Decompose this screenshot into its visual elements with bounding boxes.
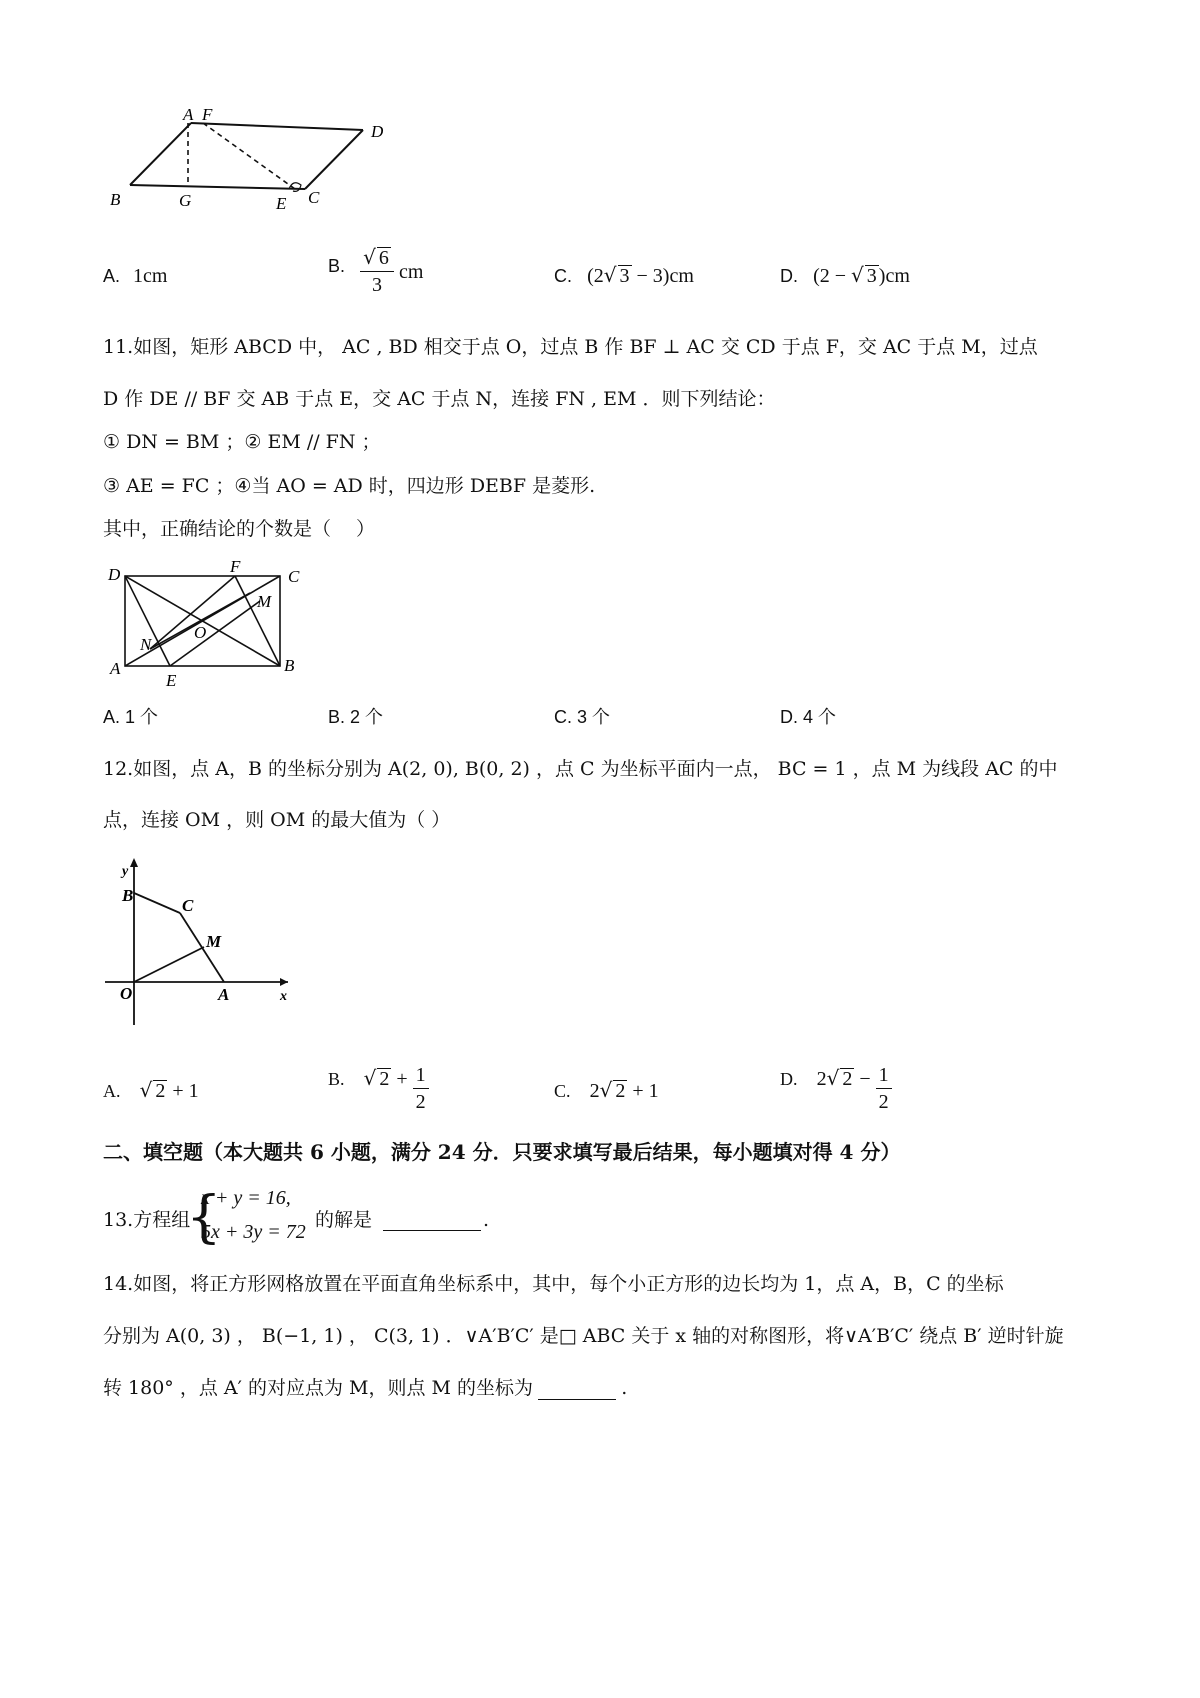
q11-line-4: ③ AE = FC ；④当 AO = AD 时，四边形 DEBF 是菱形. [103, 475, 596, 497]
q10-option-c: C. (2√ 3 − 3)cm [554, 263, 694, 287]
q12-line-2: 点，连接 OM ，则 OM 的最大值为（ ） [103, 809, 451, 831]
q13-suffix: 的解是 [315, 1209, 373, 1231]
q12-option-b: B. √ 2 + $\frac{1}{2}$ [328, 1062, 429, 1115]
q11-label-F: F [230, 560, 241, 576]
q14-line-2: 分别为 A(0, 3) ， B(−1, 1) ， C(3, 1) ．∨A′B′C′ 是□ ABC 关于 x 轴的对称图形，将∨A′B′C′ 绕点 B′ 逆时针旋 [103, 1325, 1064, 1347]
q12-axis-x-label: x [280, 989, 287, 1004]
q12-option-a: A. √ 2 + 1 [103, 1078, 199, 1102]
q11-label-M: M [257, 592, 272, 611]
q12-axis-y-label: y [122, 864, 129, 879]
q11-option-c: C. 3 个 [554, 707, 611, 727]
q10-label-E: E [276, 194, 287, 213]
q11-label-D: D [108, 565, 121, 584]
q13-equation-1: x + y = 16, [201, 1187, 291, 1209]
q13-equation-2: 5x + 3y = 72 [201, 1221, 306, 1243]
q10-label-D: D [371, 122, 384, 141]
q10-option-a: A. 1cm [103, 265, 168, 287]
q10-figure-parallelogram [105, 105, 425, 230]
q10-label-A: A [183, 105, 194, 124]
q12-label-M: M [206, 932, 222, 951]
q12-label-B: B [122, 886, 134, 905]
q14-answer-blank[interactable] [538, 1379, 616, 1400]
q11-label-A: A [110, 659, 121, 678]
q12-option-d: D. 2√ 2 − $\frac{1}{2}$ [780, 1062, 892, 1115]
q14-line-1: 14.如图，将正方形网格放置在平面直角坐标系中，其中，每个小正方形的边长均为 1，点 A，B，C 的坐标 [103, 1273, 1004, 1295]
q10-label-B: B [110, 190, 121, 209]
q11-line-3: ① DN = BM ；② EM // FN ； [103, 431, 381, 453]
q10-label-G: G [179, 191, 192, 210]
q10-label-C: C [308, 188, 320, 207]
q10-label-F: F [202, 105, 213, 124]
q12-option-c: C. 2√ 2 + 1 [554, 1078, 659, 1102]
q11-label-O: O [194, 623, 207, 642]
q12-line-1: 12.如图，点 A，B 的坐标分别为 A(2, 0), B(0, 2) ，点 C 为坐标平面内一点， BC = 1 ，点 M 为线段 AC 的中 [103, 758, 1058, 780]
q11-line-1: 11.如图，矩形 ABCD 中， AC , BD 相交于点 O，过点 B 作 BF ⊥ AC 交 CD 于点 F，交 AC 于点 M，过点 [103, 336, 1038, 358]
q10-option-b: B. $\frac{√ 6}{3}$ cm [328, 245, 424, 296]
q11-label-C: C [288, 567, 300, 586]
q11-line-2: D 作 DE // BF 交 AB 于点 E，交 AC 于点 N，连接 FN , EM ．则下列结论： [103, 388, 776, 410]
q13-answer-blank[interactable] [383, 1230, 481, 1231]
q13-question [103, 1186, 703, 1256]
q10-option-d: D. (2 − √ 3 )cm [780, 263, 910, 287]
q12-figure-coordinate-plane [100, 855, 300, 1030]
q14-line-3: 转 180° ，点 A′ 的对应点为 M，则点 M 的坐标为 [103, 1377, 533, 1399]
q11-label-B: B [284, 656, 295, 675]
q11-line-5: 其中，正确结论的个数是（ ） [103, 518, 376, 540]
q11-option-a: A. 1 个 [103, 707, 159, 727]
section-heading-fill-in-blank: 二、填空题（本大题共 6 小题，满分 24 分．只要求填写最后结果，每小题填对得 4 分） [103, 1140, 901, 1164]
q12-label-A: A [218, 985, 230, 1004]
q12-label-C: C [182, 896, 194, 915]
q11-label-N: N [140, 635, 152, 654]
q11-figure-rectangle [100, 560, 320, 690]
q11-option-b: B. 2 个 [328, 707, 384, 727]
q13-end: . [483, 1209, 490, 1231]
q11-option-d: D. 4 个 [780, 707, 837, 727]
q14-line-3-wrap [103, 1376, 627, 1400]
q13-prefix: 13.方程组 [103, 1209, 191, 1231]
q13-brace: { [186, 1185, 222, 1250]
q11-label-E: E [166, 671, 177, 690]
q14-end: . [621, 1377, 628, 1399]
q12-label-O: O [120, 984, 133, 1003]
